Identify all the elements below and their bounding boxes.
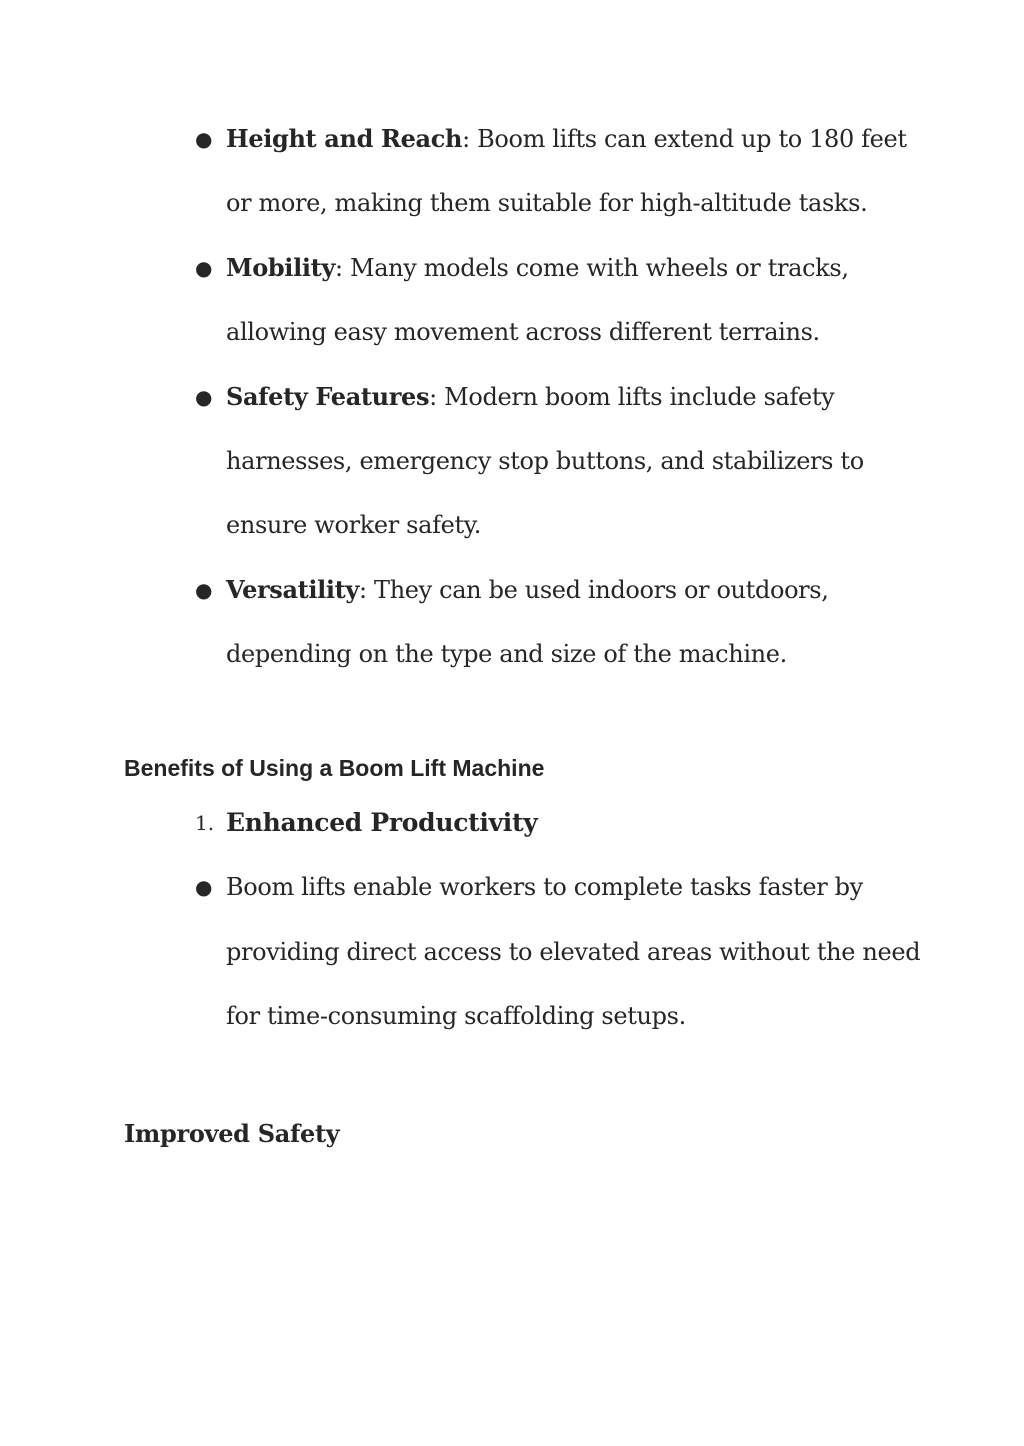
feature-text-continued: ensure worker safety. xyxy=(226,511,482,539)
feature-text-continued: depending on the type and size of the machine. xyxy=(226,640,787,668)
feature-item-safety-features xyxy=(226,382,834,412)
benefit-text-continued: for time-consuming scaffolding setups. xyxy=(226,1002,686,1030)
bullet-marker: ● xyxy=(195,875,213,899)
feature-term: Height and Reach xyxy=(226,124,463,153)
feature-text: : Boom lifts can extend up to 180 feet xyxy=(462,125,907,153)
feature-item-height-reach xyxy=(226,124,907,154)
feature-term: Safety Features xyxy=(226,382,430,411)
feature-text: : Many models come with wheels or tracks, xyxy=(334,254,849,282)
benefit-text: Boom lifts enable workers to complete tasks faster by xyxy=(226,873,863,901)
feature-term: Versatility xyxy=(226,575,360,604)
feature-text: : They can be used indoors or outdoors, xyxy=(359,576,829,604)
benefit-text-continued: providing direct access to elevated areas without the need xyxy=(226,938,921,966)
section-heading-improved-safety: Improved Safety xyxy=(124,1119,340,1148)
feature-text-continued: or more, making them suitable for high-altitude tasks. xyxy=(226,189,868,217)
feature-item-mobility xyxy=(226,253,849,283)
section-heading-benefits: Benefits of Using a Boom Lift Machine xyxy=(124,755,545,781)
bullet-marker: ● xyxy=(195,578,213,602)
bullet-marker: ● xyxy=(195,385,213,409)
list-number: 1. xyxy=(195,811,215,835)
bullet-marker: ● xyxy=(195,256,213,280)
bullet-marker: ● xyxy=(195,127,213,151)
feature-item-versatility xyxy=(226,575,829,605)
feature-text: : Modern boom lifts include safety xyxy=(429,383,835,411)
benefit-title-enhanced-productivity: Enhanced Productivity xyxy=(226,808,538,837)
feature-text-continued: harnesses, emergency stop buttons, and stabilizers to xyxy=(226,447,864,475)
feature-term: Mobility xyxy=(226,253,335,282)
feature-text-continued: allowing easy movement across different terrains. xyxy=(226,318,820,346)
